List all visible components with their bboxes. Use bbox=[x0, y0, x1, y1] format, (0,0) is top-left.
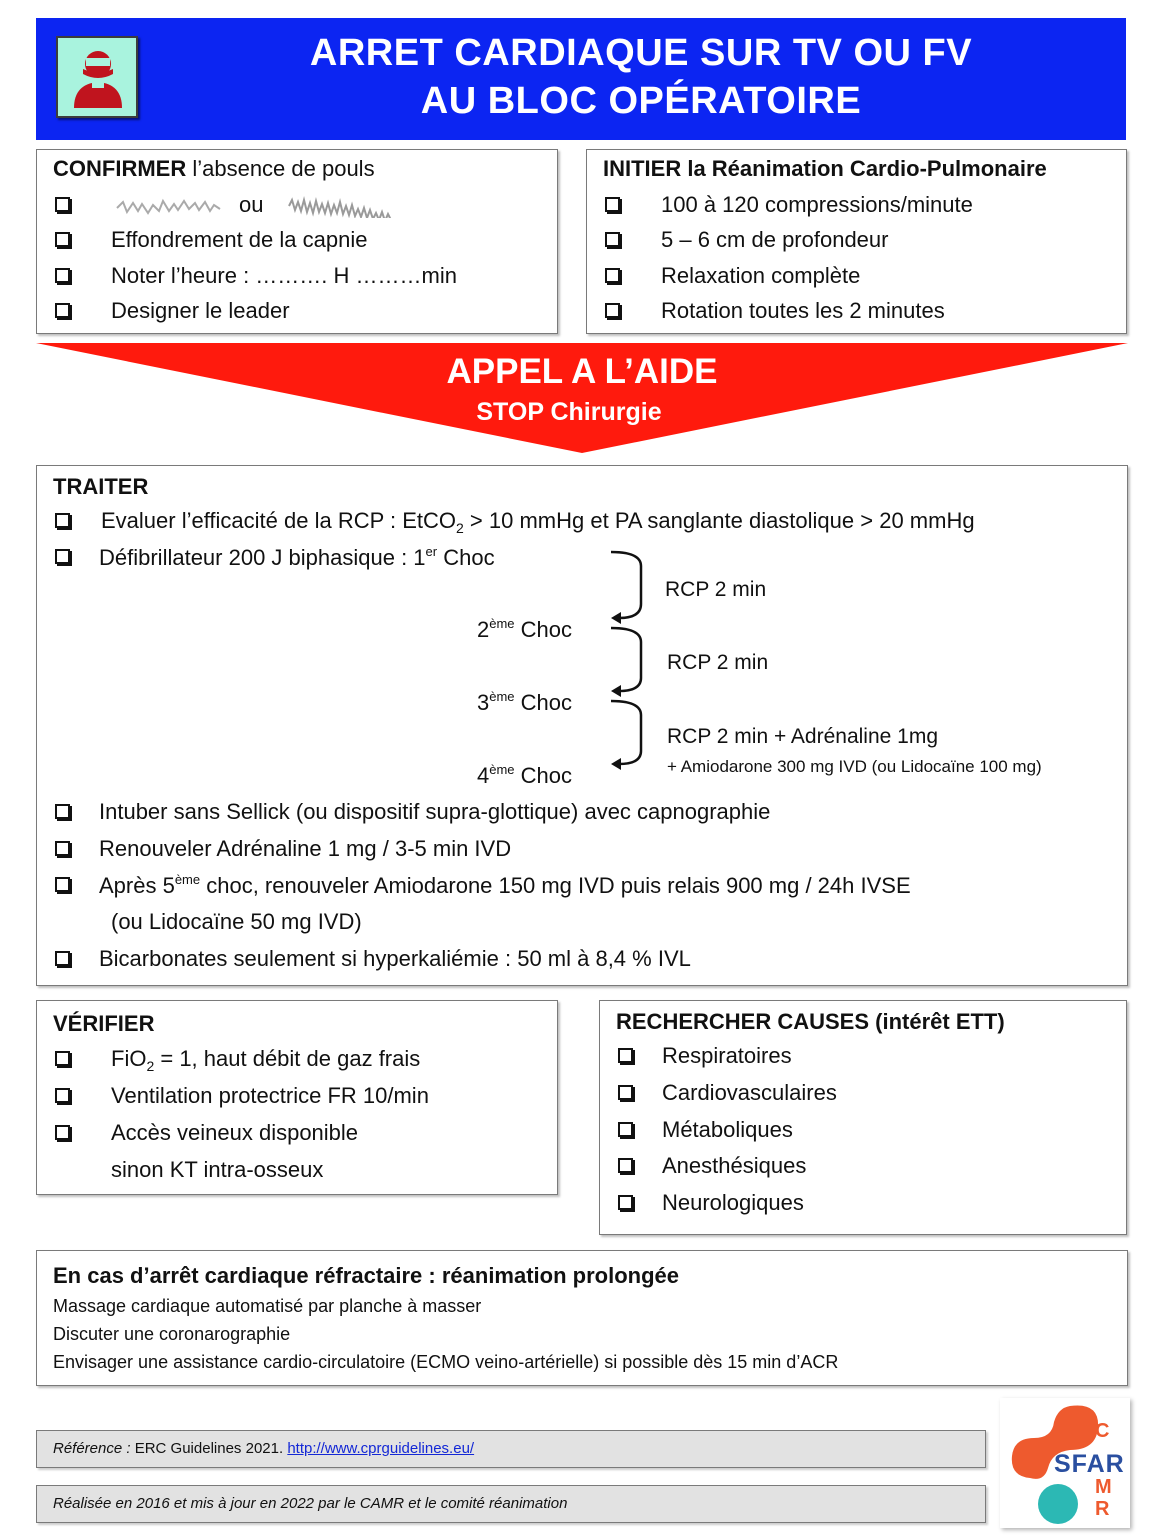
header-banner bbox=[36, 18, 1126, 140]
traiter-panel bbox=[36, 465, 1128, 986]
capnie-label: Effondrement de la capnie bbox=[111, 227, 368, 252]
verifier-title: VÉRIFIER bbox=[53, 1011, 155, 1036]
checkbox[interactable] bbox=[605, 303, 620, 318]
camr-letter: M bbox=[1095, 1476, 1112, 1498]
renouveler-label: Renouveler Adrénaline 1 mg / 3-5 min IVD bbox=[99, 836, 512, 861]
confirmer-title bbox=[53, 156, 375, 182]
fio2-item[interactable] bbox=[55, 1046, 420, 1074]
checkbox[interactable] bbox=[618, 1195, 633, 1210]
checkbox[interactable] bbox=[55, 1051, 70, 1066]
profondeur-item[interactable] bbox=[605, 227, 888, 253]
appel-title: APPEL A L’AIDE bbox=[446, 352, 718, 391]
checkbox[interactable] bbox=[55, 1125, 70, 1140]
checkbox[interactable] bbox=[55, 951, 70, 966]
choc3-label: 3ème Choc bbox=[477, 689, 573, 715]
acces-label: Accès veineux disponible bbox=[111, 1120, 359, 1145]
checkbox[interactable] bbox=[55, 804, 70, 819]
relaxation-item[interactable] bbox=[605, 263, 860, 289]
relaxation-label: Relaxation complète bbox=[661, 263, 861, 288]
cause-label: Neurologiques bbox=[662, 1190, 804, 1215]
surgeon-icon bbox=[56, 36, 138, 118]
refractaire-line: Discuter une coronarographie bbox=[53, 1324, 291, 1344]
camr-letter: R bbox=[1095, 1498, 1110, 1520]
verifier-panel bbox=[36, 1000, 558, 1195]
ecg-scribble-icon bbox=[287, 192, 407, 218]
cause-item[interactable] bbox=[618, 1153, 806, 1179]
rcp3-label: RCP 2 min + Adrénaline 1mg bbox=[667, 725, 939, 748]
profondeur-label: 5 – 6 cm de profondeur bbox=[661, 227, 889, 252]
reference-link[interactable]: http://www.cprguidelines.eu/ bbox=[287, 1440, 475, 1457]
checkbox[interactable] bbox=[55, 268, 70, 283]
acces-item[interactable] bbox=[55, 1120, 358, 1146]
cause-item[interactable] bbox=[618, 1080, 837, 1106]
refractaire-title: En cas d’arrêt cardiaque réfractaire : réanimation prolongée bbox=[53, 1263, 679, 1288]
heure-item[interactable] bbox=[55, 263, 457, 289]
checkbox[interactable] bbox=[605, 232, 620, 247]
reference-text: ERC Guidelines 2021. bbox=[130, 1440, 288, 1457]
credits-bar: Réalisée en 2016 et mis à jour en 2022 par le CAMR et le comité réanimation bbox=[36, 1485, 986, 1523]
sfar-camr-logo bbox=[1000, 1398, 1130, 1528]
apres-label: Après 5ème choc, renouveler Amiodarone 150 mg IVD puis relais 900 mg / 24h IVSE bbox=[99, 872, 911, 898]
confirmer-panel bbox=[36, 149, 558, 334]
choc2-label: 2ème Choc bbox=[477, 616, 573, 642]
checkbox[interactable] bbox=[55, 877, 70, 892]
page-title-line1: ARRET CARDIAQUE SUR TV OU FV bbox=[309, 32, 973, 74]
checkbox[interactable] bbox=[605, 268, 620, 283]
cause-label: Anesthésiques bbox=[662, 1153, 807, 1178]
leader-item[interactable] bbox=[55, 298, 290, 324]
rcp2-label: RCP 2 min bbox=[667, 651, 769, 674]
apres-continuation: (ou Lidocaïne 50 mg IVD) bbox=[111, 909, 362, 934]
rcp1-label: RCP 2 min bbox=[665, 578, 767, 601]
rotation-item[interactable] bbox=[605, 298, 945, 324]
checkbox[interactable] bbox=[55, 197, 70, 212]
compressions-item[interactable] bbox=[605, 192, 973, 218]
choc-sequence-brackets-icon bbox=[597, 546, 657, 796]
checkbox[interactable] bbox=[618, 1158, 633, 1173]
causes-panel bbox=[599, 1000, 1127, 1235]
rcp-eval-item[interactable] bbox=[55, 508, 975, 536]
rcp-eval-label: Evaluer l’efficacité de la RCP : EtCO$_2$ > 10 mmHg et PA sanglante diastolique > 20 mmHg bbox=[101, 508, 975, 536]
initier-panel bbox=[586, 149, 1127, 334]
acces-continuation: sinon KT intra-osseux bbox=[111, 1157, 324, 1182]
checkbox[interactable] bbox=[55, 513, 70, 528]
heure-label: Noter l’heure : ………. H ………min bbox=[111, 263, 457, 288]
intuber-item[interactable] bbox=[55, 799, 770, 825]
cause-item[interactable] bbox=[618, 1117, 793, 1143]
causes-title: RECHERCHER CAUSES (intérêt ETT) bbox=[616, 1009, 1005, 1034]
ventilation-label: Ventilation protectrice FR 10/min bbox=[111, 1083, 429, 1108]
cause-item[interactable] bbox=[618, 1190, 804, 1216]
cause-label: Respiratoires bbox=[662, 1043, 792, 1068]
reference-label: Référence : bbox=[53, 1440, 131, 1457]
choc4-label: 4ème Choc bbox=[477, 762, 573, 788]
checkbox[interactable] bbox=[55, 232, 70, 247]
checkbox[interactable] bbox=[618, 1048, 633, 1063]
checkbox[interactable] bbox=[618, 1085, 633, 1100]
ou-label: ou bbox=[239, 192, 264, 217]
refractaire-line: Massage cardiaque automatisé par planche à masser bbox=[53, 1296, 482, 1316]
ventilation-item[interactable] bbox=[55, 1083, 429, 1109]
camr-letter: C bbox=[1095, 1420, 1110, 1442]
leader-label: Designer le leader bbox=[111, 298, 290, 323]
reference-bar bbox=[36, 1430, 986, 1468]
capnie-item[interactable] bbox=[55, 227, 367, 253]
refractaire-line: Envisager une assistance cardio-circulatoire (ECMO veino-artérielle) si possible dès 15 min d’ACR bbox=[53, 1352, 839, 1372]
bicarb-item[interactable] bbox=[55, 946, 691, 972]
cause-label: Métaboliques bbox=[662, 1117, 793, 1142]
confirmer-title-rest: l’absence de pouls bbox=[186, 156, 375, 181]
defib-label: Défibrillateur 200 J biphasique : 1er Choc bbox=[99, 544, 495, 570]
sfar-wordmark: SFAR bbox=[1054, 1450, 1125, 1478]
pulse-scribble-icon bbox=[115, 192, 229, 218]
defib-item[interactable] bbox=[55, 544, 495, 571]
checkbox[interactable] bbox=[618, 1122, 633, 1137]
compressions-label: 100 à 120 compressions/minute bbox=[661, 192, 973, 217]
page-title-line2: AU BLOC OPÉRATOIRE bbox=[420, 80, 862, 122]
cause-label: Cardiovasculaires bbox=[662, 1080, 837, 1105]
checkbox[interactable] bbox=[55, 1088, 70, 1103]
cause-item[interactable] bbox=[618, 1043, 792, 1069]
initier-title: INITIER la Réanimation Cardio-Pulmonaire bbox=[603, 156, 1047, 181]
checkbox[interactable] bbox=[55, 549, 70, 564]
fio2-label: FiO$_2$ = 1, haut débit de gaz frais bbox=[111, 1046, 421, 1074]
intuber-label: Intuber sans Sellick (ou dispositif supra-glottique) avec capnographie bbox=[99, 799, 771, 824]
checkbox[interactable] bbox=[55, 303, 70, 318]
appel-subtitle: STOP Chirurgie bbox=[476, 398, 662, 426]
rcp3-note: + Amiodarone 300 mg IVD (ou Lidocaïne 100 mg) bbox=[667, 757, 1042, 776]
bicarb-label: Bicarbonates seulement si hyperkaliémie : 50 ml à 8,4 % IVL bbox=[99, 946, 691, 971]
checkbox[interactable] bbox=[605, 197, 620, 212]
confirmer-title-bold: CONFIRMER bbox=[53, 156, 187, 181]
apres-item[interactable] bbox=[55, 872, 911, 899]
renouveler-item[interactable] bbox=[55, 836, 511, 862]
traiter-title: TRAITER bbox=[53, 474, 149, 499]
refractaire-panel bbox=[36, 1250, 1128, 1386]
rotation-label: Rotation toutes les 2 minutes bbox=[661, 298, 945, 323]
checkbox[interactable] bbox=[55, 841, 70, 856]
